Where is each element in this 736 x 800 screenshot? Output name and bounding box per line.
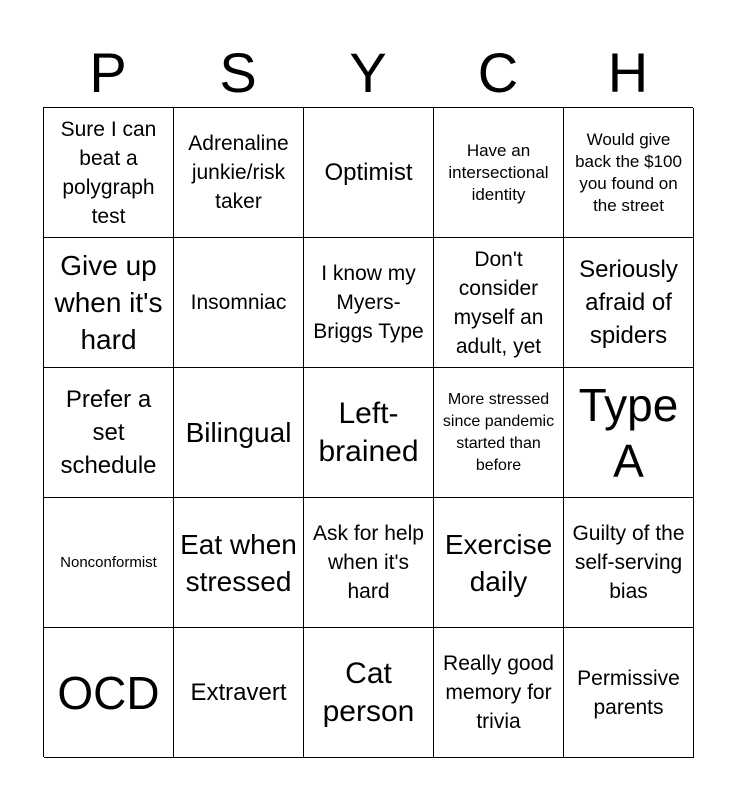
bingo-cell[interactable]: Insomniac xyxy=(174,238,304,368)
bingo-cell[interactable]: Permissive parents xyxy=(564,628,694,758)
bingo-cell[interactable]: More stressed since pandemic started than before xyxy=(434,368,564,498)
bingo-cell[interactable]: Exercise daily xyxy=(434,498,564,628)
bingo-board xyxy=(43,107,693,757)
bingo-cell[interactable]: Adrenaline junkie/risk taker xyxy=(174,108,304,238)
bingo-header xyxy=(43,40,693,106)
bingo-cell[interactable]: Seriously afraid of spiders xyxy=(564,238,694,368)
bingo-cell[interactable]: Really good memory for trivia xyxy=(434,628,564,758)
bingo-cell[interactable]: Don't consider myself an adult, yet xyxy=(434,238,564,368)
bingo-cell[interactable]: Nonconformist xyxy=(44,498,174,628)
bingo-cell[interactable]: Have an intersectional identity xyxy=(434,108,564,238)
bingo-cell[interactable]: I know my Myers-Briggs Type xyxy=(304,238,434,368)
bingo-cell[interactable]: Type A xyxy=(564,368,694,498)
header-letter-y: Y xyxy=(349,41,387,104)
header-letter-h: H xyxy=(607,41,649,104)
header-letter-p: P xyxy=(89,41,127,104)
bingo-cell[interactable]: Bilingual xyxy=(174,368,304,498)
bingo-cell[interactable]: Guilty of the self-serving bias xyxy=(564,498,694,628)
bingo-cell[interactable]: Left-brained xyxy=(304,368,434,498)
bingo-cell[interactable]: Give up when it's hard xyxy=(44,238,174,368)
bingo-cell[interactable]: Would give back the $100 you found on the street xyxy=(564,108,694,238)
bingo-cell[interactable]: Optimist xyxy=(304,108,434,238)
bingo-cell[interactable]: OCD xyxy=(44,628,174,758)
bingo-cell[interactable]: Cat person xyxy=(304,628,434,758)
bingo-cell[interactable]: Prefer a set schedule xyxy=(44,368,174,498)
bingo-cell[interactable]: Sure I can beat a polygraph test xyxy=(44,108,174,238)
bingo-cell[interactable]: Eat when stressed xyxy=(174,498,304,628)
bingo-cell[interactable]: Ask for help when it's hard xyxy=(304,498,434,628)
header-letter-c: C xyxy=(477,41,519,104)
bingo-cell[interactable]: Extravert xyxy=(174,628,304,758)
header-letter-s: S xyxy=(219,41,257,104)
